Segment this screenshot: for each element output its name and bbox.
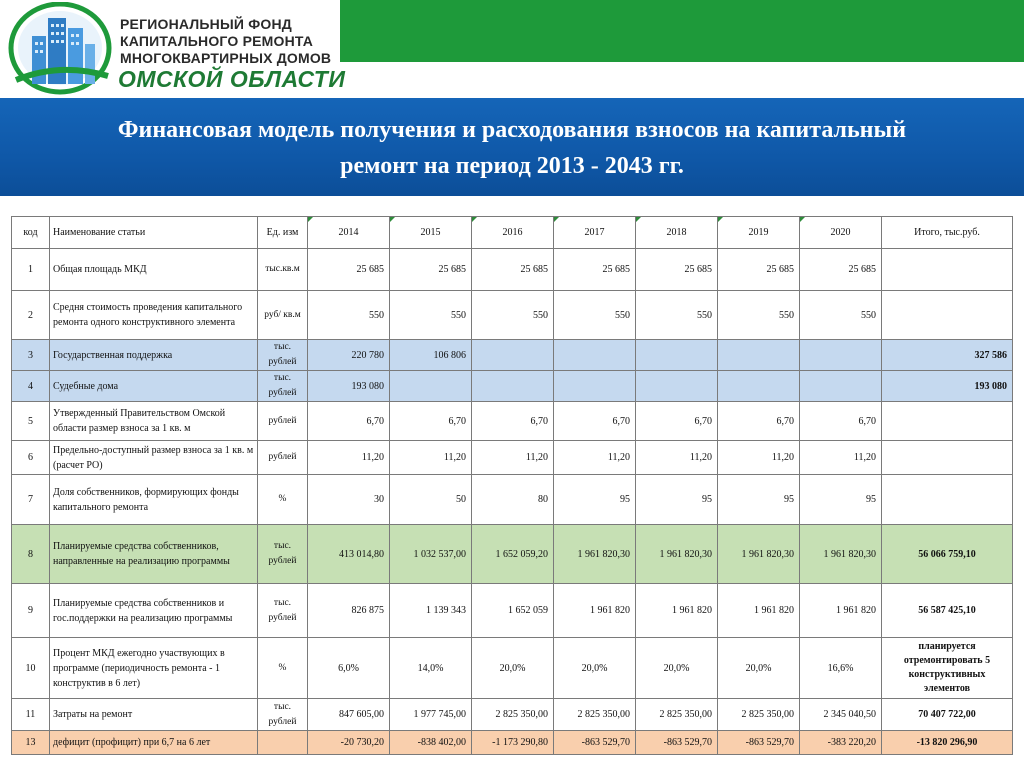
row-value-2017: -863 529,70 — [554, 731, 636, 755]
row-value-2020: 25 685 — [800, 249, 882, 291]
row-unit: рублей — [258, 441, 308, 475]
row-name: Планируемые средства собственников, направленные на реализацию программы — [50, 525, 258, 584]
header-unit: Ед. изм — [258, 217, 308, 249]
row-total: 327 586 — [882, 340, 1013, 371]
row-value-2016: 1 652 059,20 — [472, 525, 554, 584]
row-total: 193 080 — [882, 371, 1013, 402]
row-code: 8 — [12, 525, 50, 584]
row-unit: % — [258, 638, 308, 699]
row-value-2016: 1 652 059 — [472, 584, 554, 638]
row-value-2015: -838 402,00 — [390, 731, 472, 755]
row-value-2017: 1 961 820,30 — [554, 525, 636, 584]
table-row — [12, 291, 1013, 340]
row-code: 9 — [12, 584, 50, 638]
row-value-2014: 550 — [308, 291, 390, 340]
row-unit: тыс. рублей — [258, 340, 308, 371]
row-value-2018: 2 825 350,00 — [636, 699, 718, 731]
row-value-2020: 6,70 — [800, 402, 882, 441]
row-unit: тыс. рублей — [258, 371, 308, 402]
row-unit: % — [258, 475, 308, 525]
row-value-2015: 106 806 — [390, 340, 472, 371]
row-total — [882, 402, 1013, 441]
row-value-2017: 11,20 — [554, 441, 636, 475]
row-total — [882, 291, 1013, 340]
header-year-2014: 2014 — [308, 217, 390, 249]
row-code: 4 — [12, 371, 50, 402]
row-value-2020: 550 — [800, 291, 882, 340]
row-unit: руб/ кв.м — [258, 291, 308, 340]
row-value-2020 — [800, 371, 882, 402]
row-name: Судебные дома — [50, 371, 258, 402]
org-name-region: ОМСКОЙ ОБЛАСТИ — [118, 66, 346, 92]
row-code: 6 — [12, 441, 50, 475]
row-value-2014: 6,0% — [308, 638, 390, 699]
row-value-2020: 95 — [800, 475, 882, 525]
row-value-2018: -863 529,70 — [636, 731, 718, 755]
row-value-2019: 25 685 — [718, 249, 800, 291]
row-value-2018: 6,70 — [636, 402, 718, 441]
row-code: 10 — [12, 638, 50, 699]
row-value-2019: 1 961 820 — [718, 584, 800, 638]
row-value-2019: 2 825 350,00 — [718, 699, 800, 731]
row-unit — [258, 731, 308, 755]
header-year-2016: 2016 — [472, 217, 554, 249]
header-year-2015: 2015 — [390, 217, 472, 249]
financial-model-table — [11, 216, 1013, 755]
row-value-2017: 1 961 820 — [554, 584, 636, 638]
row-value-2015: 14,0% — [390, 638, 472, 699]
org-name-line-2: КАПИТАЛЬНОГО РЕМОНТА — [120, 33, 314, 49]
row-value-2014: 826 875 — [308, 584, 390, 638]
row-value-2020: 2 345 040,50 — [800, 699, 882, 731]
table-row — [12, 584, 1013, 638]
row-name: Общая площадь МКД — [50, 249, 258, 291]
row-value-2020: -383 220,20 — [800, 731, 882, 755]
table-row — [12, 340, 1013, 371]
row-code: 11 — [12, 699, 50, 731]
page-title — [0, 112, 1024, 184]
table-row — [12, 525, 1013, 584]
row-value-2017: 95 — [554, 475, 636, 525]
row-code: 13 — [12, 731, 50, 755]
row-value-2019 — [718, 371, 800, 402]
header-name: Наименование статьи — [50, 217, 258, 249]
row-name: дефицит (профицит) при 6,7 на 6 лет — [50, 731, 258, 755]
row-total — [882, 441, 1013, 475]
row-value-2015: 25 685 — [390, 249, 472, 291]
row-code: 5 — [12, 402, 50, 441]
row-value-2016: 2 825 350,00 — [472, 699, 554, 731]
row-value-2017: 2 825 350,00 — [554, 699, 636, 731]
row-code: 7 — [12, 475, 50, 525]
row-value-2015: 50 — [390, 475, 472, 525]
row-total — [882, 249, 1013, 291]
row-value-2014: 193 080 — [308, 371, 390, 402]
header-year-2019: 2019 — [718, 217, 800, 249]
row-value-2016: 550 — [472, 291, 554, 340]
row-total: 56 066 759,10 — [882, 525, 1013, 584]
row-value-2014: 30 — [308, 475, 390, 525]
row-value-2017: 550 — [554, 291, 636, 340]
row-value-2018: 95 — [636, 475, 718, 525]
row-value-2020: 1 961 820,30 — [800, 525, 882, 584]
org-name-line-3: МНОГОКВАРТИРНЫХ ДОМОВ — [120, 50, 332, 66]
row-value-2015: 11,20 — [390, 441, 472, 475]
row-unit: тыс. рублей — [258, 584, 308, 638]
row-value-2016: 25 685 — [472, 249, 554, 291]
row-value-2020 — [800, 340, 882, 371]
row-value-2017 — [554, 340, 636, 371]
row-value-2015: 1 032 537,00 — [390, 525, 472, 584]
row-value-2014: 220 780 — [308, 340, 390, 371]
header-total: Итого, тыс.руб. — [882, 217, 1013, 249]
row-value-2019: 95 — [718, 475, 800, 525]
row-value-2018: 25 685 — [636, 249, 718, 291]
table-row — [12, 441, 1013, 475]
row-value-2017: 6,70 — [554, 402, 636, 441]
table-row — [12, 402, 1013, 441]
row-unit: тыс.кв.м — [258, 249, 308, 291]
row-name: Средня стоимость проведения капитального ремонта одного конструктивного элемента — [50, 291, 258, 340]
row-value-2016: 11,20 — [472, 441, 554, 475]
row-value-2015: 1 139 343 — [390, 584, 472, 638]
row-value-2015: 1 977 745,00 — [390, 699, 472, 731]
row-value-2014: 11,20 — [308, 441, 390, 475]
row-value-2018: 1 961 820,30 — [636, 525, 718, 584]
org-name-line-1: РЕГИОНАЛЬНЫЙ ФОНД — [120, 16, 292, 32]
row-value-2019: 6,70 — [718, 402, 800, 441]
row-value-2014: -20 730,20 — [308, 731, 390, 755]
row-name: Доля собственников, формирующих фонды капитального ремонта — [50, 475, 258, 525]
row-value-2017 — [554, 371, 636, 402]
row-name: Предельно-доступный размер взноса за 1 кв. м (расчет РО) — [50, 441, 258, 475]
row-value-2019: 20,0% — [718, 638, 800, 699]
header — [0, 0, 1024, 98]
row-value-2016: 20,0% — [472, 638, 554, 699]
page-title-line-1: Финансовая модель получения и расходования взносов на капитальный — [117, 117, 907, 143]
row-total: 70 407 722,00 — [882, 699, 1013, 731]
row-total: -13 820 296,90 — [882, 731, 1013, 755]
row-unit: тыс. рублей — [258, 699, 308, 731]
table-header-row — [12, 217, 1013, 249]
header-year-2020: 2020 — [800, 217, 882, 249]
row-name: Утвержденный Правительством Омской области размер взноса за 1 кв. м — [50, 402, 258, 441]
row-value-2018 — [636, 371, 718, 402]
row-value-2014: 6,70 — [308, 402, 390, 441]
header-code: код — [12, 217, 50, 249]
row-name: Затраты на ремонт — [50, 699, 258, 731]
row-value-2019: 1 961 820,30 — [718, 525, 800, 584]
row-value-2016: 6,70 — [472, 402, 554, 441]
row-unit: тыс. рублей — [258, 525, 308, 584]
row-value-2016: -1 173 290,80 — [472, 731, 554, 755]
row-total — [882, 475, 1013, 525]
row-total: 56 587 425,10 — [882, 584, 1013, 638]
row-value-2020: 11,20 — [800, 441, 882, 475]
row-value-2020: 1 961 820 — [800, 584, 882, 638]
row-value-2018: 11,20 — [636, 441, 718, 475]
row-value-2015: 6,70 — [390, 402, 472, 441]
header-year-2018: 2018 — [636, 217, 718, 249]
page-title-line-2: ремонт на период 2013 - 2043 гг. — [340, 153, 684, 179]
table-row — [12, 731, 1013, 755]
row-value-2017: 25 685 — [554, 249, 636, 291]
row-value-2019: 550 — [718, 291, 800, 340]
table-row — [12, 475, 1013, 525]
row-value-2015: 550 — [390, 291, 472, 340]
row-value-2014: 25 685 — [308, 249, 390, 291]
table-row — [12, 699, 1013, 731]
row-value-2015 — [390, 371, 472, 402]
table-row — [12, 638, 1013, 699]
row-value-2014: 413 014,80 — [308, 525, 390, 584]
row-value-2018: 1 961 820 — [636, 584, 718, 638]
row-name: Планируемые средства собственников и гос.поддержки на реализацию программы — [50, 584, 258, 638]
row-value-2018 — [636, 340, 718, 371]
row-value-2019: -863 529,70 — [718, 731, 800, 755]
row-value-2020: 16,6% — [800, 638, 882, 699]
row-name: Государственная поддержка — [50, 340, 258, 371]
row-code: 3 — [12, 340, 50, 371]
header-green-bar — [340, 0, 1024, 62]
header-year-2017: 2017 — [554, 217, 636, 249]
row-code: 2 — [12, 291, 50, 340]
row-value-2018: 550 — [636, 291, 718, 340]
row-total: планируется отремонтировать 5 конструктивных элементов — [882, 638, 1013, 699]
row-code: 1 — [12, 249, 50, 291]
row-value-2014: 847 605,00 — [308, 699, 390, 731]
table-row — [12, 249, 1013, 291]
table-row — [12, 371, 1013, 402]
row-unit: рублей — [258, 402, 308, 441]
row-value-2016 — [472, 340, 554, 371]
row-value-2016 — [472, 371, 554, 402]
row-value-2018: 20,0% — [636, 638, 718, 699]
row-value-2016: 80 — [472, 475, 554, 525]
row-value-2019 — [718, 340, 800, 371]
row-name: Процент МКД ежегодно участвующих в программе (периодичность ремонта - 1 конструктив в 6 лет) — [50, 638, 258, 699]
row-value-2017: 20,0% — [554, 638, 636, 699]
row-value-2019: 11,20 — [718, 441, 800, 475]
